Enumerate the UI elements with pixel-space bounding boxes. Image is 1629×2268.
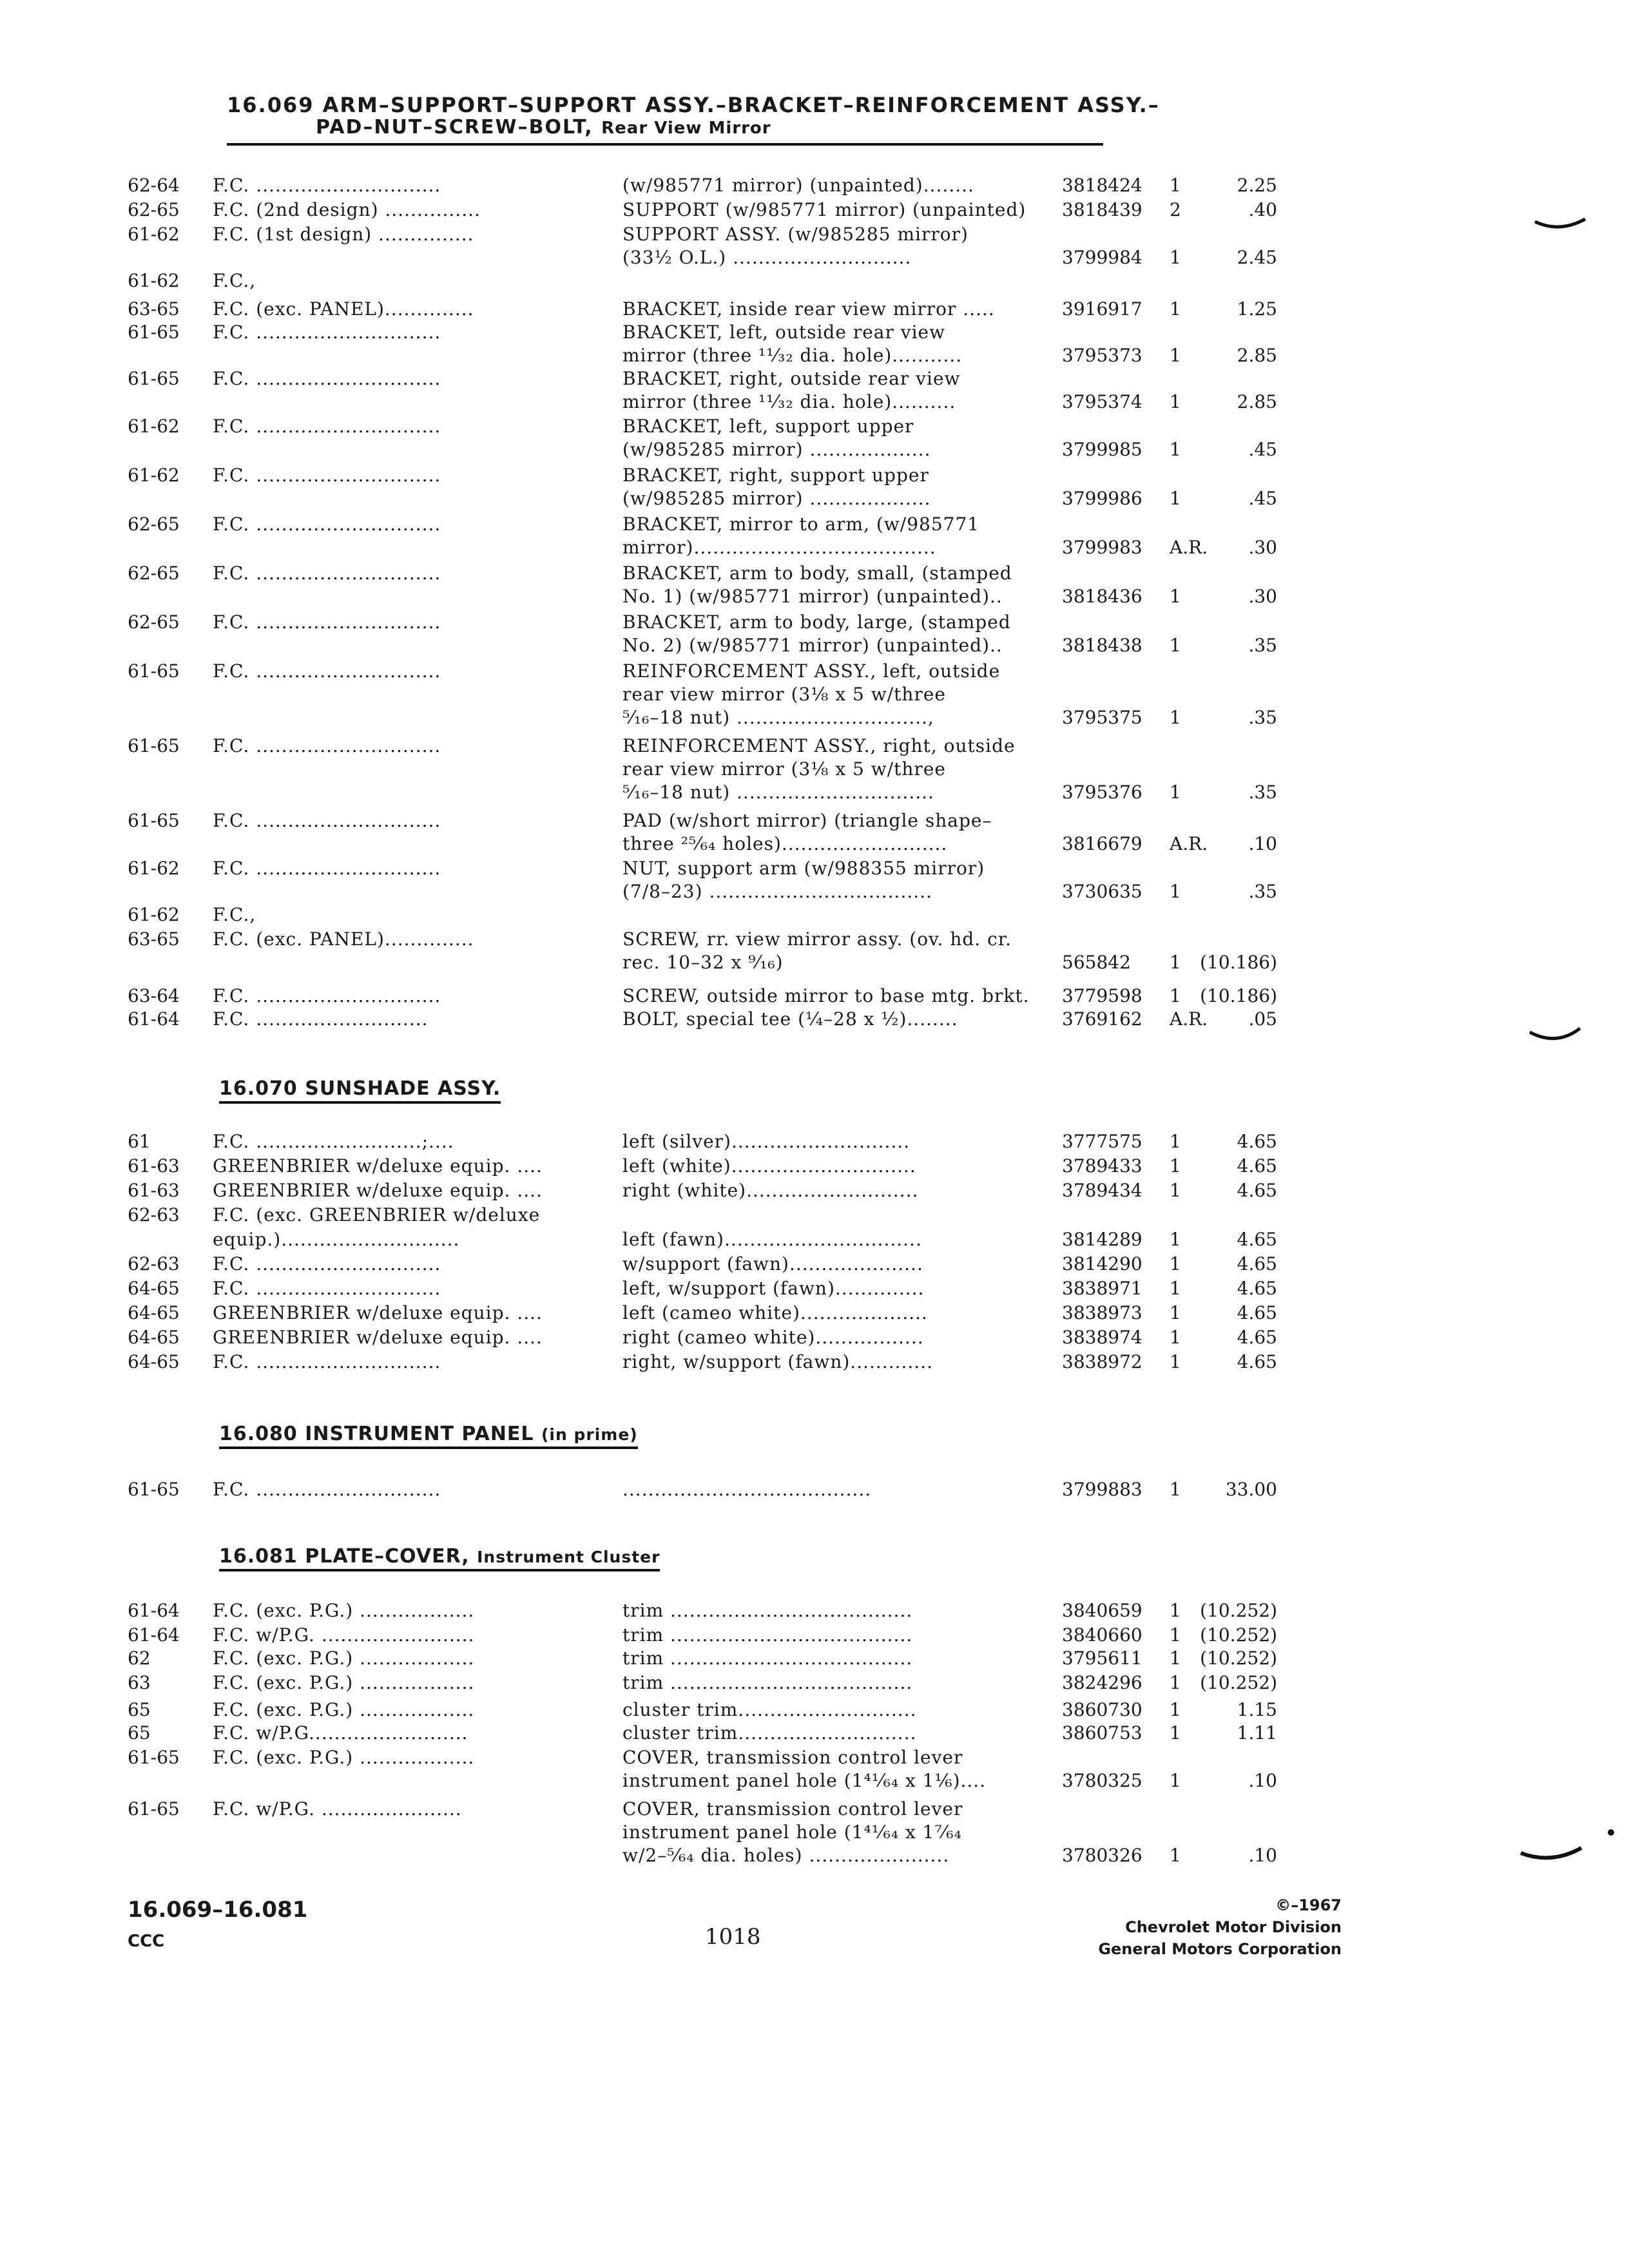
row-price: 4.65 [1237,1155,1277,1177]
row-model: F.C. (exc. P.G.) .................. [213,1672,475,1693]
row-description-line: ⁵⁄₁₆–18 nut) .............................., [622,707,934,728]
row-description-line: instrument panel hole (1⁴¹⁄₆₄ x 1⁷⁄₆₄ [622,1821,962,1843]
row-description-line: BOLT, special tee (¼–28 x ½)........ [622,1008,958,1030]
row-quantity: 1 [1170,247,1181,268]
row-description-line: left (cameo white).................... [622,1302,928,1323]
row-years: 63-64 [128,985,180,1006]
row-description-line: ....................................... [622,1479,872,1500]
row-description-line: SUPPORT ASSY. (w/985285 mirror) [622,224,969,245]
section-heading-line-2 [316,116,771,139]
row-quantity: 1 [1170,1155,1181,1177]
row-model: GREENBRIER w/deluxe equip. .... [213,1155,543,1177]
row-description-line: BRACKET, right, outside rear view [622,368,961,389]
row-price: .30 [1248,586,1277,607]
row-quantity: 1 [1170,345,1181,366]
row-years: 62-65 [128,562,180,584]
row-price: .05 [1248,1008,1277,1030]
row-years: 61-62 [128,904,180,925]
row-description-line: rear view mirror (3⅛ x 5 w/three [622,684,946,705]
row-years: 63-65 [128,298,180,320]
row-description-line: instrument panel hole (1⁴¹⁄₆₄ x 1⅙).... [622,1770,987,1791]
row-years: 63-65 [128,928,180,950]
row-model: F.C. ............................. [213,368,441,389]
row-model: F.C. ............................. [213,562,441,584]
row-description-line: BRACKET, arm to body, large, (stamped [622,611,1011,633]
row-years: 61-64 [128,1624,180,1646]
page-number: 1018 [705,1924,761,1950]
row-quantity: 1 [1170,707,1181,728]
row-years: 61-64 [128,1008,180,1030]
row-price: .45 [1248,439,1277,460]
row-model: F.C. ............................. [213,1479,441,1500]
row-description-line: COVER, transmission control lever [622,1747,963,1768]
section-title-main: 16.081 PLATE–COVER, [219,1545,477,1568]
row-part-number: 3799985 [1062,439,1142,460]
row-quantity: 1 [1170,1351,1181,1372]
row-model: GREENBRIER w/deluxe equip. .... [213,1180,543,1201]
row-description-line: left (white)............................. [622,1155,916,1177]
row-description-line: cluster trim............................ [622,1699,917,1720]
row-description-line: REINFORCEMENT ASSY., left, outside [622,660,1001,682]
row-quantity: 1 [1170,1278,1181,1299]
row-years: 62-65 [128,611,180,633]
row-price: .45 [1248,488,1277,509]
row-model: F.C. (exc. P.G.) .................. [213,1747,475,1768]
footer-section-range: 16.069–16.081 [128,1897,308,1923]
row-years: 64-65 [128,1351,180,1372]
row-quantity: 1 [1170,439,1181,460]
row-quantity: 1 [1170,1180,1181,1201]
row-price: 2.45 [1237,247,1277,268]
row-quantity: 1 [1170,391,1181,412]
row-price: .35 [1248,782,1277,803]
row-description-line: COVER, transmission control lever [622,1798,963,1820]
row-quantity: 1 [1170,1131,1181,1152]
row-description-line: mirror (three ¹¹⁄₃₂ dia. hole).......... [622,391,956,412]
section-title-main: 16.070 SUNSHADE ASSY. [219,1077,501,1100]
row-part-number: 3799983 [1062,537,1142,558]
row-price: 2.85 [1237,391,1277,412]
row-description-line: (7/8–23) ................................... [622,881,932,902]
row-price: .35 [1248,635,1277,656]
row-price: 4.65 [1237,1327,1277,1348]
row-description-line: trim ...................................... [622,1600,913,1621]
section-title-sub: (in prime) [541,1425,638,1444]
row-years: 61-65 [128,1747,180,1768]
row-price: .35 [1248,707,1277,728]
section-title [219,1545,660,1571]
row-quantity: 1 [1170,488,1181,509]
row-quantity: A.R. [1170,833,1208,854]
row-years: 61-64 [128,1600,180,1621]
row-years: 61-63 [128,1180,180,1201]
row-model: F.C. ............................. [213,985,441,1006]
row-model: F.C. ............................. [213,175,441,196]
section-title-sub: Instrument Cluster [477,1548,660,1566]
row-model: F.C. ..........................;.... [213,1131,454,1152]
row-description-line: PAD (w/short mirror) (triangle shape– [622,810,992,831]
row-part-number: 3818438 [1062,635,1142,656]
row-part-number: 3777575 [1062,1131,1142,1152]
row-price: 2.25 [1237,175,1277,196]
row-part-number: 3814290 [1062,1253,1142,1274]
row-model: F.C. ............................. [213,810,441,831]
speck [1607,1829,1615,1836]
row-part-number: 3838974 [1062,1327,1142,1348]
row-price: 4.65 [1237,1229,1277,1250]
row-description-line: right (white)........................... [622,1180,919,1201]
row-quantity: 1 [1170,1600,1181,1621]
row-part-number: 3730635 [1062,881,1142,902]
row-quantity: 1 [1170,985,1181,1006]
row-price: .10 [1248,1845,1277,1866]
row-price: 1.15 [1237,1699,1277,1720]
row-quantity: 1 [1170,881,1181,902]
row-years: 62-63 [128,1253,180,1274]
row-years: 61-65 [128,735,180,756]
row-quantity: 1 [1170,1672,1181,1693]
row-price: .35 [1248,881,1277,902]
row-price: 4.65 [1237,1278,1277,1299]
row-years: 64-65 [128,1327,180,1348]
row-years: 61-65 [128,322,180,343]
section-title-main: 16.080 INSTRUMENT PANEL [219,1423,541,1445]
row-quantity: 1 [1170,1479,1181,1500]
heading-rule [227,143,1103,146]
row-price: (10.252) [1200,1600,1277,1621]
row-description-line: SUPPORT (w/985771 mirror) (unpainted) [622,199,1027,220]
row-model: GREENBRIER w/deluxe equip. .... [213,1302,543,1323]
row-model: F.C. (exc. PANEL).............. [213,298,474,320]
row-model: F.C. ........................... [213,1008,429,1030]
row-part-number: 3789434 [1062,1180,1142,1201]
row-part-number: 3780325 [1062,1770,1142,1791]
row-description-line: BRACKET, left, outside rear view [622,322,946,343]
heading-line-2-main: PAD–NUT–SCREW–BOLT, [316,116,602,139]
row-description-line: left (fawn)............................... [622,1229,922,1250]
row-model: F.C. (2nd design) ............... [213,199,481,220]
row-description-line: No. 1) (w/985771 mirror) (unpainted).. [622,586,1003,607]
row-years: 62-63 [128,1204,180,1225]
row-part-number: 3818424 [1062,175,1142,196]
row-part-number: 3799984 [1062,247,1142,268]
row-part-number: 3795374 [1062,391,1142,412]
row-price: 2.85 [1237,345,1277,366]
binder-mark-1 [1534,216,1588,236]
row-quantity: 1 [1170,1624,1181,1646]
row-years: 64-65 [128,1302,180,1323]
row-description-line: mirror (three ¹¹⁄₃₂ dia. hole)........... [622,345,963,366]
row-part-number: 3795375 [1062,707,1142,728]
row-price: 1.11 [1237,1722,1277,1744]
row-price: 4.65 [1237,1351,1277,1372]
row-years: 61-65 [128,810,180,831]
row-model: F.C. w/P.G......................... [213,1722,468,1744]
row-model: F.C. ............................. [213,1278,441,1299]
row-quantity: 1 [1170,1302,1181,1323]
row-price: (10.252) [1200,1672,1277,1693]
row-model: F.C. ............................. [213,322,441,343]
section-heading-line-1: 16.069 ARM–SUPPORT–SUPPORT ASSY.–BRACKET–REINFORCEMENT ASSY.– [227,93,1160,117]
row-part-number: 3818439 [1062,199,1142,220]
row-description-line: (w/985285 mirror) ................... [622,439,931,460]
section-title [219,1423,638,1449]
row-price: .10 [1248,1770,1277,1791]
row-quantity: 1 [1170,1327,1181,1348]
footer-publisher [1098,1894,1342,1960]
row-description-line: trim ...................................... [622,1648,913,1669]
row-quantity: 1 [1170,952,1181,973]
row-years: 62-64 [128,175,180,196]
row-price: (10.252) [1200,1624,1277,1646]
row-price: .10 [1248,833,1277,854]
row-description-line: BRACKET, inside rear view mirror ..... [622,298,995,320]
row-description-line: cluster trim............................ [622,1722,917,1744]
row-description-line: three ²⁵⁄₆₄ holes).......................... [622,833,948,854]
row-description-line: BRACKET, right, support upper [622,465,929,486]
row-description-line: (w/985285 mirror) ................... [622,488,931,509]
row-part-number: 3816679 [1062,833,1142,854]
row-part-number: 3838972 [1062,1351,1142,1372]
row-price: (10.252) [1200,1648,1277,1669]
section-title [219,1077,501,1104]
row-description-line: right, w/support (fawn)............. [622,1351,934,1372]
row-description-line: left, w/support (fawn).............. [622,1278,925,1299]
row-part-number: 3799986 [1062,488,1142,509]
row-price: 4.65 [1237,1253,1277,1274]
row-model: F.C. (exc. P.G.) .................. [213,1600,475,1621]
row-price: 4.65 [1237,1302,1277,1323]
row-years: 61-65 [128,1479,180,1500]
row-years: 62-65 [128,514,180,535]
row-quantity: 1 [1170,298,1181,320]
row-quantity: 1 [1170,175,1181,196]
footer-corporation: General Motors Corporation [1098,1940,1342,1958]
row-years: 62 [128,1648,151,1669]
row-model: F.C. ............................. [213,465,441,486]
row-part-number: 3838973 [1062,1302,1142,1323]
row-description-line: SCREW, outside mirror to base mtg. brkt. [622,985,1030,1006]
row-model: F.C. w/P.G. ...................... [213,1798,462,1820]
row-description-line: No. 2) (w/985771 mirror) (unpainted).. [622,635,1003,656]
row-quantity: 1 [1170,1845,1181,1866]
row-price: .40 [1248,199,1277,220]
row-years: 65 [128,1722,151,1744]
row-years: 65 [128,1699,151,1720]
row-description-line: (w/985771 mirror) (unpainted)........ [622,175,974,196]
row-description-line: right (cameo white)................. [622,1327,924,1348]
row-price: 4.65 [1237,1180,1277,1201]
footer-division: Chevrolet Motor Division [1125,1918,1342,1936]
row-quantity: 2 [1170,199,1181,220]
row-description-line: ⁵⁄₁₆–18 nut) ............................... [622,782,934,803]
row-quantity: 1 [1170,1770,1181,1791]
row-part-number: 3795611 [1062,1648,1142,1669]
row-description-line: mirror)...................................... [622,537,936,558]
row-years: 62-65 [128,199,180,220]
row-years: 61-65 [128,368,180,389]
binder-mark-2 [1528,1027,1583,1050]
row-model: GREENBRIER w/deluxe equip. .... [213,1327,543,1348]
row-model: F.C. (exc. PANEL).............. [213,928,474,950]
row-description-line: REINFORCEMENT ASSY., right, outside [622,735,1016,756]
row-part-number: 3824296 [1062,1672,1142,1693]
binder-mark-3 [1519,1845,1584,1867]
row-part-number: 3779598 [1062,985,1142,1006]
row-price: .30 [1248,537,1277,558]
row-years: 61-62 [128,270,180,291]
row-years: 61-65 [128,660,180,682]
row-description-line: trim ...................................... [622,1624,913,1646]
row-price: 33.00 [1225,1479,1277,1500]
row-part-number: 3795373 [1062,345,1142,366]
row-description-line: (33½ O.L.) ............................ [622,247,912,268]
row-quantity: 1 [1170,1699,1181,1720]
row-part-number: 3840659 [1062,1600,1142,1621]
row-years: 61-62 [128,224,180,245]
row-years: 63 [128,1672,151,1693]
row-model: F.C. ............................. [213,514,441,535]
row-quantity: 1 [1170,1253,1181,1274]
footer-code: CCC [128,1932,165,1951]
row-years: 61-63 [128,1155,180,1177]
row-description-line: trim ...................................... [622,1672,913,1693]
row-part-number: 3840660 [1062,1624,1142,1646]
row-years: 61-62 [128,416,180,437]
row-quantity: 1 [1170,635,1181,656]
row-part-number: 3795376 [1062,782,1142,803]
row-description-line: BRACKET, mirror to arm, (w/985771 [622,514,980,535]
row-part-number: 3780326 [1062,1845,1142,1866]
row-years: 64-65 [128,1278,180,1299]
row-part-number: 3814289 [1062,1229,1142,1250]
row-quantity: A.R. [1170,1008,1208,1030]
row-years: 61-62 [128,465,180,486]
row-model: F.C. ............................. [213,1253,441,1274]
row-model: F.C. (exc. GREENBRIER w/deluxe [213,1204,541,1225]
row-quantity: 1 [1170,1648,1181,1669]
row-model: F.C. ............................. [213,1351,441,1372]
row-part-number: 3916917 [1062,298,1142,320]
row-quantity: A.R. [1170,537,1208,558]
row-description-line: rec. 10–32 x ⁹⁄₁₆) [622,952,784,973]
row-description-line: NUT, support arm (w/988355 mirror) [622,858,985,879]
row-model: F.C. w/P.G. ........................ [213,1624,475,1646]
row-description-line: SCREW, rr. view mirror assy. (ov. hd. cr. [622,928,1012,950]
row-price: 1.25 [1237,298,1277,320]
row-quantity: 1 [1170,586,1181,607]
row-quantity: 1 [1170,1722,1181,1744]
row-years: 61-65 [128,1798,180,1820]
row-part-number: 3860730 [1062,1699,1142,1720]
row-description-line: w/2–⁵⁄₆₄ dia. holes) ...................... [622,1845,950,1866]
row-description-line: w/support (fawn)..................... [622,1253,923,1274]
row-part-number: 3838971 [1062,1278,1142,1299]
row-model: F.C. ............................. [213,858,441,879]
row-description-line: BRACKET, arm to body, small, (stamped [622,562,1012,584]
row-part-number: 3769162 [1062,1008,1142,1030]
row-model: F.C. ............................. [213,416,441,437]
row-model: F.C. (exc. P.G.) .................. [213,1699,475,1720]
row-price: (10.186) [1200,985,1277,1006]
row-years: 61 [128,1131,151,1152]
row-part-number: 3818436 [1062,586,1142,607]
row-part-number: 565842 [1062,952,1131,973]
row-description-line: left (silver)............................ [622,1131,911,1152]
row-part-number: 3799883 [1062,1479,1142,1500]
row-years: 61-62 [128,858,180,879]
row-model: F.C. ............................. [213,660,441,682]
row-model: F.C. ............................. [213,611,441,633]
row-description-line: rear view mirror (3⅛ x 5 w/three [622,758,946,780]
row-price: (10.186) [1200,952,1277,973]
row-part-number: 3789433 [1062,1155,1142,1177]
footer-copyright: ©–1967 [1275,1896,1342,1914]
row-model: equip.)............................ [213,1229,460,1250]
heading-line-2-sub: Rear View Mirror [601,119,771,138]
row-model: F.C., [213,904,256,925]
row-part-number: 3860753 [1062,1722,1142,1744]
row-model: F.C. ............................. [213,735,441,756]
row-model: F.C. (exc. P.G.) .................. [213,1648,475,1669]
row-model: F.C., [213,270,256,291]
row-quantity: 1 [1170,1229,1181,1250]
row-quantity: 1 [1170,782,1181,803]
row-price: 4.65 [1237,1131,1277,1152]
row-model: F.C. (1st design) ............... [213,224,474,245]
row-description-line: BRACKET, left, support upper [622,416,914,437]
